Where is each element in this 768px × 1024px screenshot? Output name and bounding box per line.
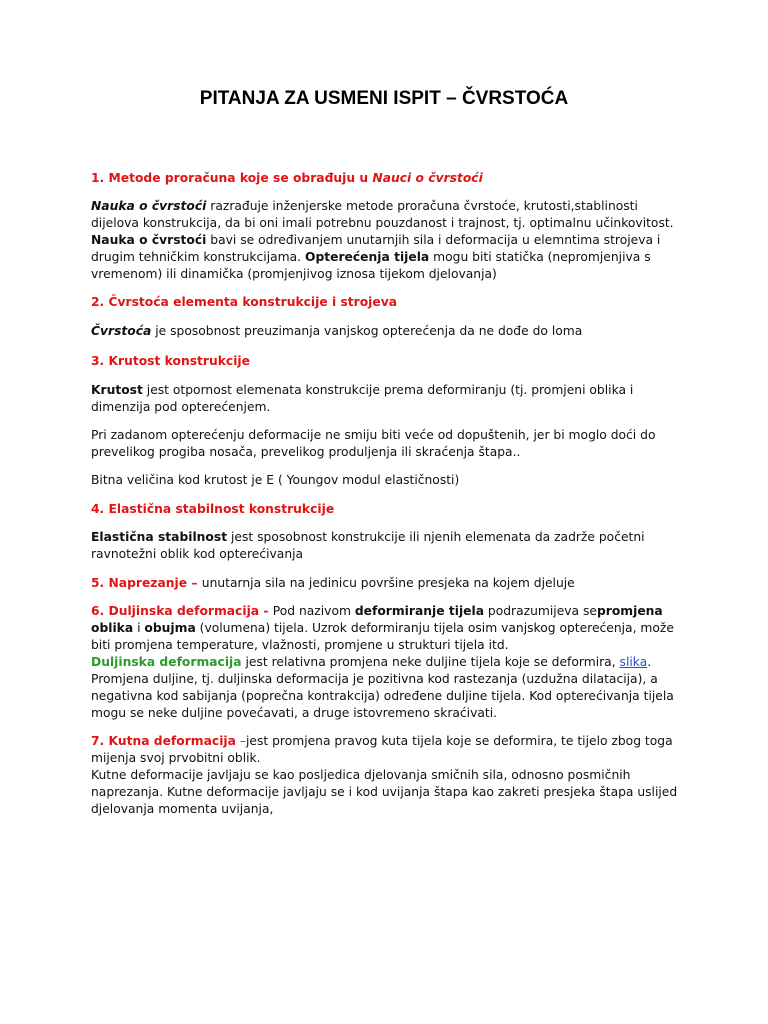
question-3-paragraph-2: Pri zadanom opterećenju deformacije ne smiju biti veće od dopuštenih, jer bi moglo doći do prevelikog progiba nosača, prevelikog produljenja ili skraćenja štapa.. (91, 428, 656, 459)
question-3-answer: Krutost jest otpornost elemenata konstrukcije prema deformiranju (tj. promjeni oblika i dimenzija pod opterećenjem. (91, 383, 634, 414)
question-5: 5. Naprezanje – unutarnja sila na jedinicu površine presjeka na kojem djeluje (91, 576, 575, 590)
question-1-answer: Nauka o čvrstoći razrađuje inženjerske metode proračuna čvrstoće, krutosti,stablinosti dijelova konstrukcija, da bi oni imali potrebnu pouzdanost i trajnost, tj. optimalnu učinkovitost. Nauka o čvrstoći bavi se određivanjem unutarnjih sila i deformacija u elemntima strojeva i drugim tehničkim konstrukcijama. Opterećenja tijela mogu biti statička (nepromjenjiva s vremenom) ili dinamička (promjenjivog iznosa tijekom djelovanja) (91, 199, 674, 281)
question-3-heading: 3. Krutost konstrukcije (91, 354, 250, 368)
question-4-heading: 4. Elastična stabilnost konstrukcije (91, 502, 335, 516)
question-6: 6. Duljinska deformacija - Pod nazivom deformiranje tijela podrazumijeva sepromjena oblika i obujma (volumena) tijela. Uzrok deformiranju tijela osim vanjskog opterećenja, može biti promjena temperature, vlažnosti, promjene u strukturi tijela itd. Duljinska deformacija jest relativna promjena neke duljine tijela koje se deformira, slika. Promjena duljine, tj. duljinska deformacija je pozitivna kod rastezanja (uzdužna dilatacija), a negativna kod sabijanja (poprečna kontrakcija) određene duljine tijela. Kod opterećivanja tijela mogu se neke duljine povećavati, a druge istovremeno skraćivati. (91, 604, 674, 720)
document-body (91, 170, 681, 818)
question-1-heading: 1. Metode proračuna koje se obrađuju u Nauci o čvrstoći (91, 171, 483, 185)
question-7: 7. Kutna deformacija –jest promjena pravog kuta tijela koje se deformira, te tijelo zbog toga mijenja svoj prvobitni oblik. Kutne deformacije javljaju se kao posljedica djelovanja smičnih sila, odnosno posmičnih naprezanja. Kutne deformacije javljaju se i kod uvijanja štapa kao zakreti presjeka štapa uslijed djelovanja momenta uvijanja, (91, 734, 678, 816)
slika-link[interactable]: slika (619, 655, 648, 669)
question-4-answer: Elastična stabilnost jest sposobnost konstrukcije ili njenih elemenata da zadrže početni ravnotežni oblik kod opterećivanja (91, 530, 645, 561)
question-2-heading: 2. Čvrstoća elementa konstrukcije i strojeva (91, 295, 398, 309)
question-3-paragraph-3: Bitna veličina kod krutost je E ( Youngov modul elastičnosti) (91, 473, 460, 487)
page-title: PITANJA ZA USMENI ISPIT – ČVRSTOĆA (199, 88, 569, 109)
duljinska-deformacija-term: Duljinska deformacija (91, 655, 242, 669)
question-2-answer: Čvrstoća je sposobnost preuzimanja vanjskog opterećenja da ne dođe do loma (91, 324, 583, 338)
